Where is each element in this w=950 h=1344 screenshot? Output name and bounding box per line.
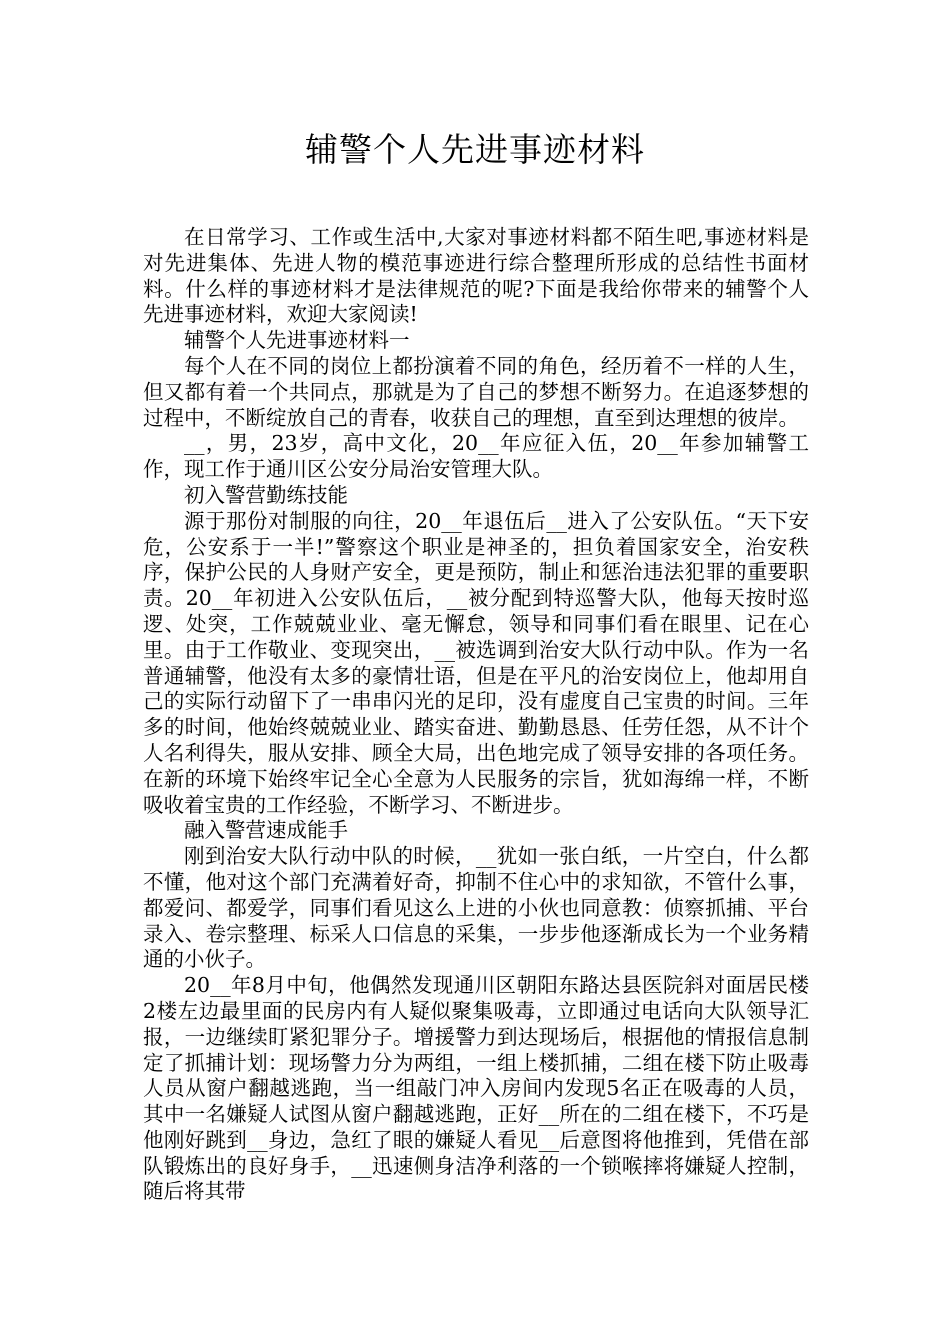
subsection-heading: 融入警营速成能手 xyxy=(184,818,348,843)
intro-paragraph: 在日常学习、工作或生活中,大家对事迹材料都不陌生吧,事迹材料是对先进集体、先进人物的模范事迹进行综合整理所形成的总结性书面材料。什么样的事迹材料才是法律规范的呢?下面是我给你带来的辅警个人先进事迹材料，欢迎大家阅读! xyxy=(143,225,809,327)
body-paragraph: 刚到治安大队行动中队的时候，__犹如一张白纸，一片空白，什么都不懂，他对这个部门充满着好奇，抑制不住心中的求知欲，不管什么事，都爱问、都爱学，同事们看见这么上进的小伙也同意教：侦察抓捕、平台录入、卷宗整理、标采人口信息的采集，一步步他逐渐成长为一个业务精通的小伙子。 xyxy=(143,844,809,972)
body-paragraph: 每个人在不同的岗位上都扮演着不同的角色，经历着不一样的人生，但又都有着一个共同点，那就是为了自己的梦想不断努力。在追逐梦想的过程中，不断绽放自己的青春，收获自己的理想，直至到达理想的彼岸。 xyxy=(143,353,809,430)
body-paragraph: 20__年8月中旬，他偶然发现通川区朝阳东路达县医院斜对面居民楼2楼左边最里面的民房内有人疑似聚集吸毒，立即通过电话向大队领导汇报，一边继续盯紧犯罪分子。增援警力到达现场后，根据他的情报信息制定了抓捕计划：现场警力分为两组，一组上楼抓捕，二组在楼下防止吸毒人员从窗户翻越逃跑，当一组敲门冲入房间内发现5名正在吸毒的人员，其中一名嫌疑人试图从窗户翻越逃跑，正好__所在的二组在楼下，不巧是他刚好跳到__身边，急红了眼的嫌疑人看见__后意图将他推到，凭借在部队锻炼出的良好身手，__迅速侧身洁净利落的一个锁喉摔将嫌疑人控制，随后将其带 xyxy=(143,973,809,1204)
section-heading: 辅警个人先进事迹材料一 xyxy=(184,328,410,353)
document-title: 辅警个人先进事迹材料 xyxy=(305,130,645,169)
body-paragraph: __，男，23岁，高中文化，20__年应征入伍，20__年参加辅警工作，现工作于通川区公安分局治安管理大队。 xyxy=(143,431,809,482)
subsection-heading: 初入警营勤练技能 xyxy=(184,482,348,507)
document-body xyxy=(143,225,809,1205)
body-paragraph: 源于那份对制服的向往，20__年退伍后__进入了公安队伍。“天下安危，公安系于一半!”警察这个职业是神圣的，担负着国家安全，治安秩序，保护公民的人身财产安全，更是预防，制止和惩治违法犯罪的重要职责。20__年初进入公安队伍后，__被分配到特巡警大队，他每天按时巡逻、处突，工作兢兢业业、毫无懈怠，领导和同事们看在眼里、记在心里。由于工作敬业、变现突出，__被选调到治安大队行动中队。作为一名普通辅警，他没有太多的豪情壮语，但是在平凡的治安岗位上，他却用自己的实际行动留下了一串串闪光的足印，没有虚度自己宝贵的时间。三年多的时间，他始终兢兢业业、踏实奋进、勤勤恳恳、任劳任怨，从不计个人名利得失，服从安排、顾全大局，出色地完成了领导安排的各项任务。在新的环境下始终牢记全心全意为人民服务的宗旨，犹如海绵一样，不断吸收着宝贵的工作经验，不断学习、不断进步。 xyxy=(143,508,809,817)
